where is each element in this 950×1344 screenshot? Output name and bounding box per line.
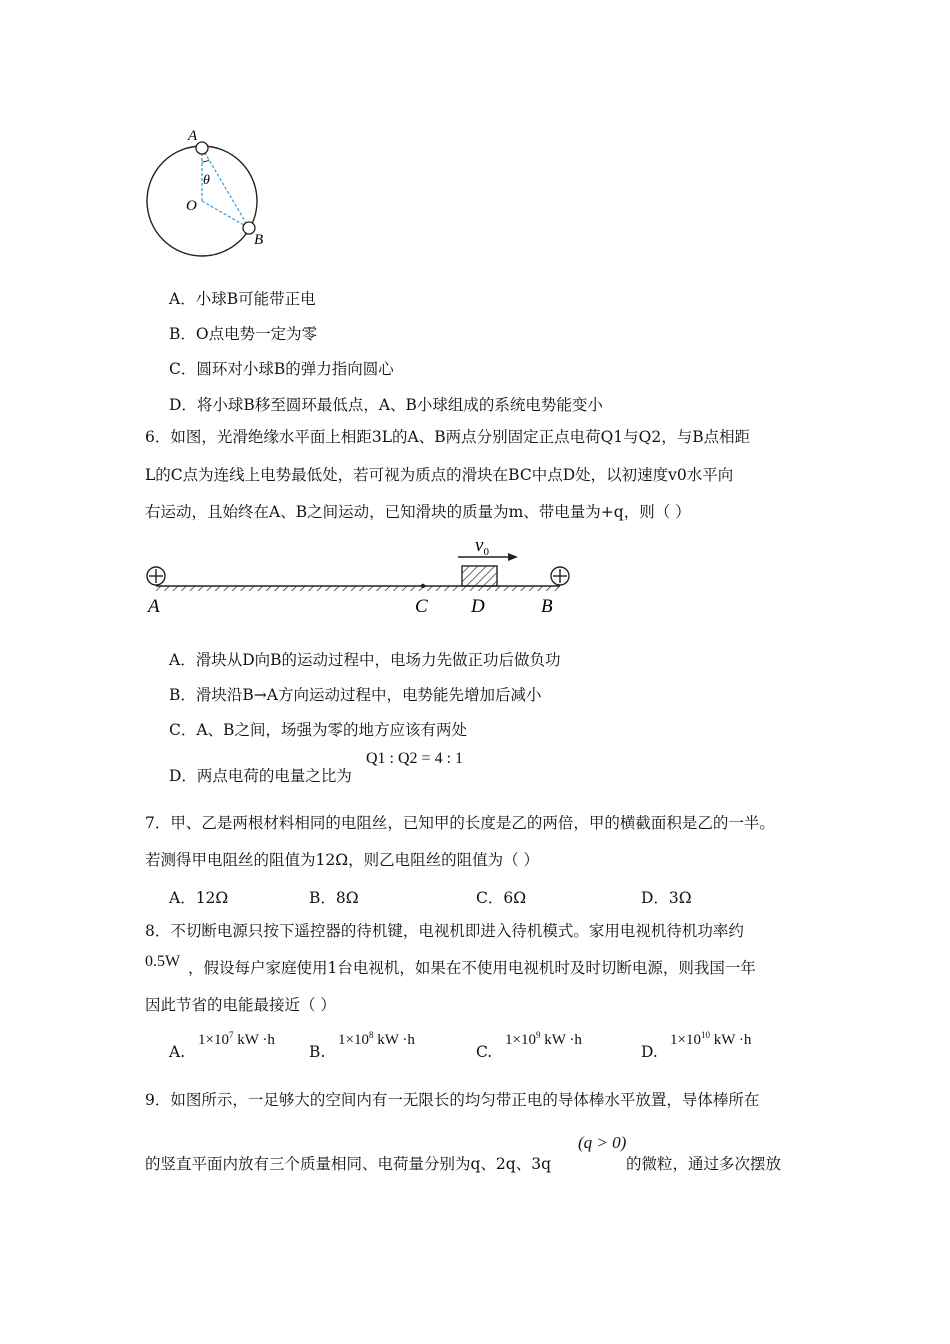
label-b: B bbox=[541, 596, 553, 617]
line-ob bbox=[202, 201, 249, 228]
q7-stem-line1: 7．甲、乙是两根材料相同的电阻丝，已知甲的长度是乙的两倍，甲的横截面积是乙的一半。 bbox=[145, 814, 775, 832]
q8-option-c-value: $1\times 10^9$ kW ·h bbox=[505, 1030, 582, 1048]
q8-option-b-letter: B. bbox=[309, 1043, 326, 1061]
label-c: C bbox=[415, 596, 428, 617]
label-b: B bbox=[254, 232, 264, 248]
q8-stem-line2: ，假设每户家庭使用1台电视机，如果在不使用电视机时及时切断电源，则我国一年 bbox=[188, 959, 756, 977]
q8-stem-line3: 因此节省的电能最接近（ ） bbox=[145, 996, 336, 1014]
q5-option-a: A．小球B可能带正电 bbox=[169, 290, 316, 308]
q9-condition: (q > 0) bbox=[578, 1133, 627, 1152]
q7-option-d: D．3Ω bbox=[641, 889, 692, 907]
label-o: O bbox=[186, 198, 197, 214]
q6-stem-line3: 右运动，且始终在A、B之间运动，已知滑块的质量为m、带电量为+q，则（ ） bbox=[145, 503, 691, 521]
q6-ratio: Q1 : Q2 = 4 : 1 bbox=[366, 750, 464, 767]
q7-stem-line2: 若测得甲电阻丝的阻值为12Ω，则乙电阻丝的阻值为（ ） bbox=[145, 851, 540, 869]
label-a: A bbox=[148, 596, 160, 617]
q8-power: 0.5W bbox=[145, 953, 181, 970]
q5-option-d: D．将小球B移至圆环最低点，A、B小球组成的系统电势能变小 bbox=[169, 396, 603, 414]
track-hatch bbox=[156, 586, 560, 591]
q5-option-c: C．圆环对小球B的弹力指向圆心 bbox=[169, 360, 394, 378]
q6-option-d: D．两点电荷的电量之比为 bbox=[169, 767, 352, 785]
q7-option-a: A．12Ω bbox=[169, 889, 229, 907]
q8-option-a-letter: A. bbox=[169, 1043, 186, 1061]
angle-arc bbox=[202, 160, 209, 162]
ball-a bbox=[196, 142, 208, 154]
circle-figure bbox=[140, 120, 290, 270]
label-a: A bbox=[188, 128, 198, 144]
v0-label: $v_0$ bbox=[475, 535, 489, 558]
q8-option-a-value: $1\times 10^7$ kW ·h bbox=[198, 1030, 275, 1048]
q6-option-c: C．A、B之间，场强为零的地方应该有两处 bbox=[169, 721, 467, 739]
q9-stem-line2a: 的竖直平面内放有三个质量相同、电荷量分别为q、2q、3q bbox=[145, 1155, 551, 1173]
q8-option-d-value: $1\times 10^{10}$ kW ·h bbox=[670, 1030, 752, 1048]
q6-option-a: A．滑块从D向B的运动过程中，电场力先做正功后做负功 bbox=[169, 651, 561, 669]
q6-option-b: B．滑块沿B→A方向运动过程中，电势能先增加后减小 bbox=[169, 686, 542, 704]
point-c bbox=[421, 584, 425, 588]
track-figure bbox=[140, 530, 580, 620]
q8-stem-line1: 8．不切断电源只按下遥控器的待机键，电视机即进入待机模式。家用电视机待机功率约 bbox=[145, 922, 744, 940]
label-theta: θ bbox=[203, 173, 210, 188]
q7-option-c: C．6Ω bbox=[476, 889, 527, 907]
q8-option-d-letter: D. bbox=[641, 1043, 658, 1061]
label-d: D bbox=[471, 596, 485, 617]
q5-option-b: B．O点电势一定为零 bbox=[169, 325, 318, 343]
line-ab bbox=[202, 148, 249, 228]
q6-stem-line1: 6．如图，光滑绝缘水平面上相距3L的A、B两点分别固定正点电荷Q1与Q2，与B点相距 bbox=[145, 428, 751, 446]
q8-option-b-value: $1\times 10^8$ kW ·h bbox=[338, 1030, 415, 1048]
q8-option-c-letter: C. bbox=[476, 1043, 493, 1061]
slider-block bbox=[462, 566, 497, 586]
q7-option-b: B．8Ω bbox=[309, 889, 359, 907]
q9-stem-line1: 9．如图所示，一足够大的空间内有一无限长的均匀带正电的导体棒水平放置，导体棒所在 bbox=[145, 1091, 760, 1109]
q9-stem-line2b: 的微粒，通过多次摆放 bbox=[626, 1155, 782, 1173]
q6-stem-line2: L的C点为连线上电势最低处，若可视为质点的滑块在BC中点D处，以初速度v0水平向 bbox=[145, 466, 734, 484]
